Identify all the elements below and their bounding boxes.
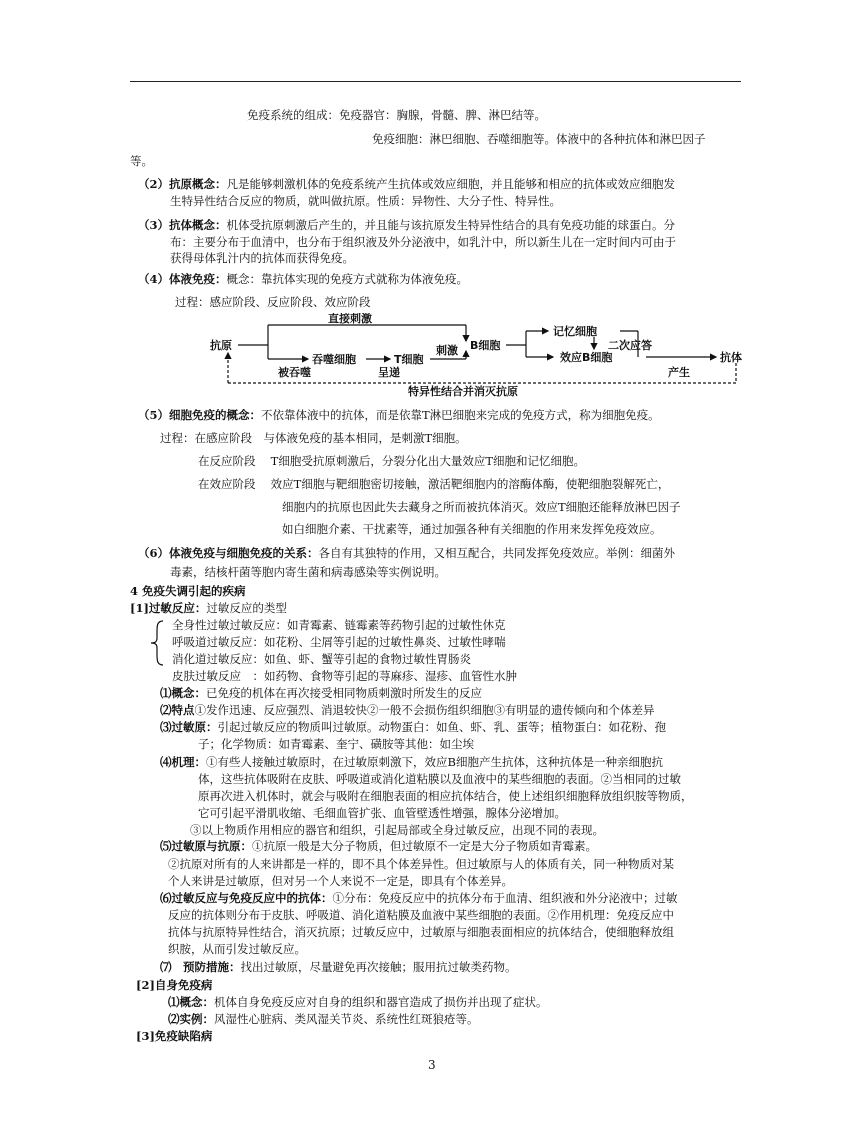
diagram-label: 抗原 <box>210 339 232 352</box>
text-line: ③以上物质作用相应的器官和组织，引起局部或全身过敏反应，出现不同的表现。 <box>190 823 604 837</box>
text-line: 反应的抗体则分布于皮肤、呼吸道、消化道粘膜及血液中某些细胞的表面。②作用机理：免疫反应中 <box>168 908 674 922</box>
item: ⑵实例：风湿性心脏病、类风湿关节炎、系统性红斑狼疮等。 <box>168 1012 479 1026</box>
section-antibody: （3）抗体概念：机体受抗原刺激后产生的，并且能与该抗原发生特异性结合的具有免疫功能的球蛋白。分 <box>138 218 676 232</box>
section-heading: 4 免疫失调引起的疾病 <box>130 584 246 598</box>
section-cellular: （5）细胞免疫的概念：不依靠体液中的抗体，而是依靠T淋巴细胞来完成的免疫方式，称为细胞免疫。 <box>138 408 660 422</box>
curly-brace-icon <box>150 620 164 666</box>
text-line: 子；化学物质：如青霉素、奎宁、磺胺等其他：如尘埃 <box>198 737 474 751</box>
diagram-label: 记忆细胞 <box>553 325 597 338</box>
item: ⑹过敏反应与免疫反应中的抗体：①分布：免疫反应中的抗体分布于血清、组织液和外分泌液中；过敏 <box>160 891 678 905</box>
item: ⑴概念：已免疫的机体在再次接受相同物质刺激时所发生的反应 <box>160 686 482 700</box>
diagram-label: 二次应答 <box>608 339 652 352</box>
diagram-label: 效应B细胞 <box>560 351 613 364</box>
diagram-label: 被吞噬 <box>278 366 311 379</box>
section-antigen: （2）抗原概念：凡是能够刺激机体的免疫系统产生抗体或效应细胞，并且能够和相应的抗体或效应细胞发 <box>138 177 676 191</box>
text-line: 免疫系统的组成：免疫器官：胸腺，骨髓、脾、淋巴结等。 <box>247 108 546 122</box>
section-humoral: （4）体液免疫：概念：靠抗体实现的免疫方式就称为体液免疫。 <box>138 272 469 286</box>
text-line: 在效应阶段 效应T细胞与靶细胞密切接触，激活靶细胞内的溶酶体酶，使靶细胞裂解死亡， <box>198 477 670 491</box>
text-line: 获得母体乳汁内的抗体而获得免疫。 <box>170 251 354 265</box>
diagram-label: B细胞 <box>470 339 501 352</box>
text-line: 织胺，从而引发过敏反应。 <box>168 942 306 956</box>
diagram-label: T细胞 <box>394 353 424 366</box>
text-line: 如白细胞介素、干扰素等，通过加强各种有关细胞的作用来发挥免疫效应。 <box>282 522 662 536</box>
diagram-label: 产生 <box>668 366 690 379</box>
diagram-label: 吞噬细胞 <box>312 353 356 366</box>
section-allergy: [1]过敏反应：过敏反应的类型 <box>130 601 287 615</box>
text-line: 皮肤过敏反应 ：如药物、食物等引起的荨麻疹、湿疹、血管性水肿 <box>172 669 517 683</box>
text-line: 呼吸道过敏反应：如花粉、尘屑等引起的过敏性鼻炎、过敏性哮喘 <box>172 635 506 649</box>
item: ⑴概念：机体自身免疫反应对自身的组织和器官造成了损伤并出现了症状。 <box>168 995 548 1009</box>
text-line: 个人来讲是过敏原，但对另一个人来说不一定是，即具有个体差异。 <box>168 874 513 888</box>
diagram-label: 特异性结合并消灭抗原 <box>408 385 518 398</box>
text-line: 布：主要分布于血清中，也分布于组织液及外分泌液中，如乳汁中，所以新生儿在一定时间内可由于 <box>170 235 676 249</box>
text-line: 毒素，结核杆菌等胞内寄生菌和病毒感染等实例说明。 <box>170 565 446 579</box>
section-immunodeficiency: [3]免疫缺陷病 <box>136 1029 213 1043</box>
item: ⑺ 预防措施：找出过敏原，尽量避免再次接触；服用抗过敏类药物。 <box>160 960 517 974</box>
text-line: 消化道过敏反应：如鱼、虾、蟹等引起的食物过敏性胃肠炎 <box>172 652 471 666</box>
text-line: 体，这些抗体吸附在皮肤、呼吸道或消化道粘膜以及血液中的某些细胞的表面。②当相同的过敏 <box>198 772 681 786</box>
diagram-label: 刺激 <box>436 344 458 357</box>
text-line: 生特异性结合反应的物质，就叫做抗原。性质：异物性、大分子性、特异性。 <box>170 194 561 208</box>
section-autoimmune: [2]自身免疫病 <box>136 978 213 992</box>
humoral-immunity-flow-diagram <box>208 313 756 399</box>
text-line: 免疫细胞：淋巴细胞、吞噬细胞等。体液中的各种抗体和淋巴因子 <box>372 132 706 146</box>
diagram-label: 直接刺激 <box>328 313 372 325</box>
text-line: 抗体与抗原特异性结合，消灭抗原；过敏反应中，过敏原与细胞表面相应的抗体结合，使细胞释放组 <box>168 925 674 939</box>
text-line: 过程：感应阶段、反应阶段、效应阶段 <box>175 295 371 309</box>
text-line: ②抗原对所有的人来讲都是一样的，即不具个体差异性。但过敏原与人的体质有关，同一种物质对某 <box>168 857 674 871</box>
text-line: 过程：在感应阶段 与体液免疫的基本相同，是刺激T细胞。 <box>160 431 467 445</box>
text-line: 等。 <box>130 154 153 168</box>
diagram-label: 呈递 <box>378 366 400 379</box>
diagram-label: 抗体 <box>720 351 742 364</box>
header-rule <box>130 81 741 82</box>
page-number: 3 <box>428 1058 436 1072</box>
text-line: 全身性过敏过敏反应：如青霉素、链霉素等药物引起的过敏性休克 <box>172 618 506 632</box>
text-line: 细胞内的抗原也因此失去藏身之所而被抗体消灭。效应T细胞还能释放淋巴因子 <box>282 500 681 514</box>
text-line: 它可引起平滑肌收缩、毛细血管扩张、血管壁透性增强，腺体分泌增加。 <box>198 806 566 820</box>
item: ⑸过敏原与抗原：①抗原一般是大分子物质，但过敏原不一定是大分子物质如青霉素。 <box>160 839 597 853</box>
text-line: 原再次进入机体时，就会与吸附在细胞表面的相应抗体结合，使上述组织细胞释放组织胺等物质， <box>198 789 693 803</box>
section-relation: （6）体液免疫与细胞免疫的关系：各自有其独特的作用，又相互配合，共同发挥免疫效应。举例：细菌外 <box>138 546 675 560</box>
item: ⑶过敏原：引起过敏反应的物质叫过敏原。动物蛋白：如鱼、虾、乳、蛋等；植物蛋白：如花粉、孢 <box>160 720 666 734</box>
item: ⑷机理：①有些人接触过敏原时，在过敏原刺激下，效应B细胞产生抗体，这种抗体是一种亲细胞抗 <box>160 755 663 769</box>
text-line: 在反应阶段 T细胞受抗原刺激后，分裂分化出大量效应T细胞和记忆细胞。 <box>198 454 585 468</box>
item: ⑵特点①发作迅速、反应强烈、消退较快②一般不会损伤组织细胞③有明显的遗传倾向和个体差异 <box>160 703 655 717</box>
